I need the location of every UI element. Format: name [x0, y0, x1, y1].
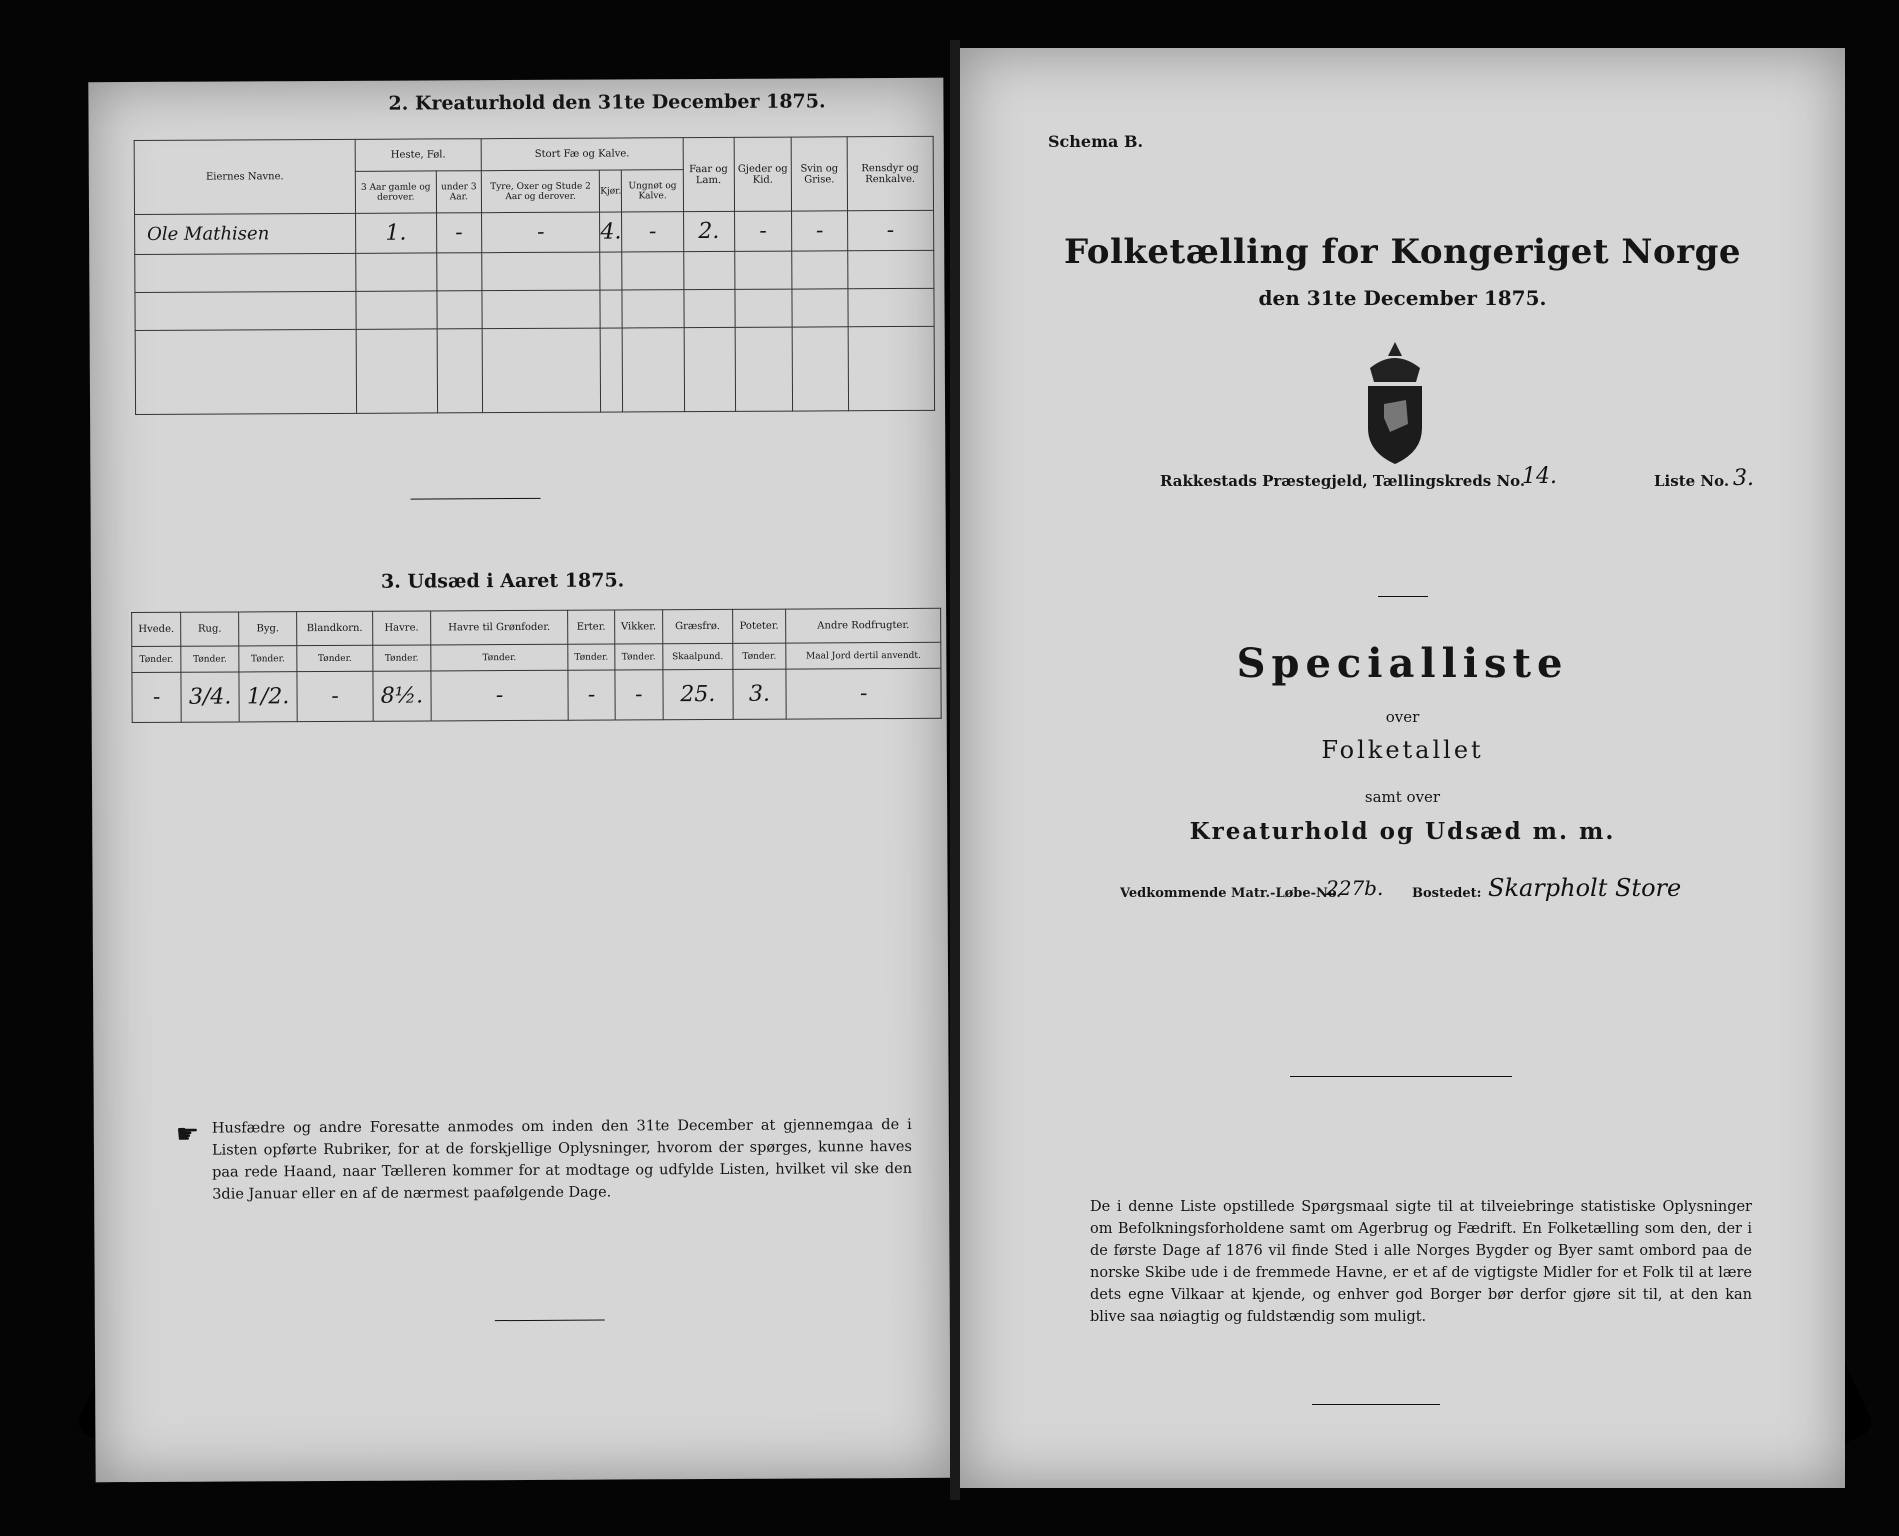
coat-of-arms-icon [1350, 338, 1440, 468]
census-date: den 31te December 1875. [1258, 286, 1547, 310]
owner-name-cell: Ole Mathisen [135, 213, 356, 254]
seed-col-header: Blandkorn. [297, 611, 373, 645]
notice-text: Husfædre og andre Foresatte anmodes om inden den 31te December at gjennemgaa de i Listen opførte Rubriker, for at de forskjellige Oplysninger, hvorom der spørges, kunne haves paa rede Haand, naar Tælleren kommer for at modtage og udfylde Listen, hvilket vil ske den 3die Januar eller en af de nærmest paafølgende Dage. [211, 1116, 913, 1203]
seed-col-header: Andre Rodfrugter. [786, 608, 941, 643]
value-cell: 2. [683, 211, 734, 251]
right-page [960, 48, 1845, 1488]
matr-label: Vedkommende Matr.-Løbe-No. [1120, 886, 1341, 901]
value-cell: - [622, 212, 684, 252]
parish-label: Rakkestads Præstegjeld, Tællingskreds No. [1160, 472, 1526, 490]
divider [1378, 596, 1428, 597]
seed-unit: Tønder. [614, 644, 662, 670]
seed-unit: Tønder. [568, 644, 615, 670]
seed-value: 3. [733, 669, 787, 719]
schema-label: Schema B. [1048, 132, 1144, 151]
liste-number: 3. [1733, 466, 1754, 491]
seed-table [131, 608, 942, 723]
seed-col-header: Erter. [568, 610, 615, 644]
livestock-table [134, 136, 935, 415]
col-ungnot-header: Ungnøt og Kalve. [622, 170, 684, 212]
divider [495, 1320, 605, 1322]
seed-col-header: Græsfrø. [663, 609, 733, 643]
left-page [88, 78, 950, 1482]
grp-stort-header: Stort Fæ og Kalve. [481, 138, 683, 171]
seed-unit: Tønder. [431, 644, 569, 671]
seed-unit: Tønder. [297, 645, 373, 671]
seed-value: 1/2. [239, 672, 297, 722]
matr-number: 227b. [1326, 876, 1384, 900]
divider [1312, 1404, 1440, 1405]
value-cell: 4. [600, 212, 622, 252]
info-text: De i denne Liste opstillede Spørgsmaal sigte til at tilveiebringe statistiske Oplysninger om Befolkningsforholdene samt om Agerbrug og Fædrift. En Folketælling som den, der i de første Dage af 1876 vil finde Sted i alle Norges Bygder og Byer samt ombord paa de norske Skibe ude i de fremmede Havne, er et af de vigtigste Midler for et Folk til at lære dets egne Vilkaar at kjende, og enhver god Borger bør derfor gjøre sit til, at den kan blive saa nøiagtig og fuldstændig som muligt. [1090, 1199, 1752, 1325]
seed-col-header: Byg. [239, 612, 297, 646]
col-tyre-header: Tyre, Oxer og Stude 2 Aar og derover. [481, 170, 600, 213]
grp-heste-header: Heste, Føl. [355, 139, 481, 172]
seed-value: - [297, 671, 373, 721]
seed-col-header: Havre. [373, 611, 431, 645]
samt-over-text: samt over [1364, 788, 1441, 806]
seed-unit: Maal Jord dertil anvendt. [786, 642, 941, 669]
value-cell: - [734, 211, 792, 251]
folketallet-heading: Folketallet [1321, 736, 1484, 764]
seed-unit: Tønder. [732, 643, 786, 669]
seed-unit: Tønder. [132, 646, 181, 672]
seed-value: 3/4. [181, 672, 239, 722]
seed-col-header: Poteter. [732, 609, 786, 643]
seed-value: - [615, 670, 664, 720]
value-cell: - [792, 211, 847, 251]
value-cell: - [436, 213, 481, 253]
divider [411, 498, 541, 500]
col-svin-header: Svin og Grise. [792, 137, 848, 211]
seed-col-header: Havre til Grønfoder. [430, 610, 568, 645]
seed-unit: Skaalpund. [663, 643, 733, 669]
section2-title: 2. Kreaturhold den 31te December 1875. [388, 90, 826, 115]
specialliste-heading: Specialliste [1236, 640, 1569, 687]
col-rensdyr-header: Rensdyr og Renkalve. [847, 136, 934, 210]
seed-value: - [786, 668, 941, 719]
seed-unit: Tønder. [373, 645, 431, 671]
seed-col-header: Hvede. [132, 612, 181, 646]
section3-title: 3. Udsæd i Aaret 1875. [380, 569, 625, 593]
divider [1290, 1076, 1512, 1077]
col-gjeder-header: Gjeder og Kid. [734, 137, 792, 211]
seed-value: 8½. [373, 671, 431, 721]
bosted-value: Skarpholt Store [1488, 874, 1682, 902]
seed-value: 25. [663, 669, 733, 719]
seed-unit: Tønder. [181, 646, 239, 672]
seed-value: - [132, 672, 181, 722]
liste-label: Liste No. [1654, 472, 1730, 490]
seed-col-header: Vikker. [614, 610, 662, 644]
bosted-label: Bostedet: [1412, 886, 1482, 901]
seed-value: - [431, 670, 569, 721]
col-owner-header: Eiernes Navne. [134, 139, 355, 214]
book-spine [950, 40, 960, 1500]
page-title: Folketælling for Kongeriget Norge [1063, 232, 1741, 272]
seed-col-header: Rug. [181, 612, 239, 646]
parish-number: 14. [1522, 464, 1557, 489]
kreaturhold-heading: Kreaturhold og Udsæd m. m. [1189, 818, 1616, 845]
col-heste-under-header: under 3 Aar. [436, 171, 481, 213]
col-faar-header: Faar og Lam. [683, 137, 734, 211]
col-heste-3aar-header: 3 Aar gamle og derover. [355, 171, 436, 213]
pointing-hand-icon: ☛ [175, 1119, 200, 1150]
value-cell: - [482, 212, 601, 253]
col-kjor-header: Kjør. [600, 170, 622, 212]
over-text: over [1385, 708, 1420, 726]
value-cell: 1. [356, 213, 437, 253]
seed-unit: Tønder. [239, 646, 297, 672]
seed-value: - [568, 670, 615, 720]
value-cell: - [847, 210, 934, 250]
